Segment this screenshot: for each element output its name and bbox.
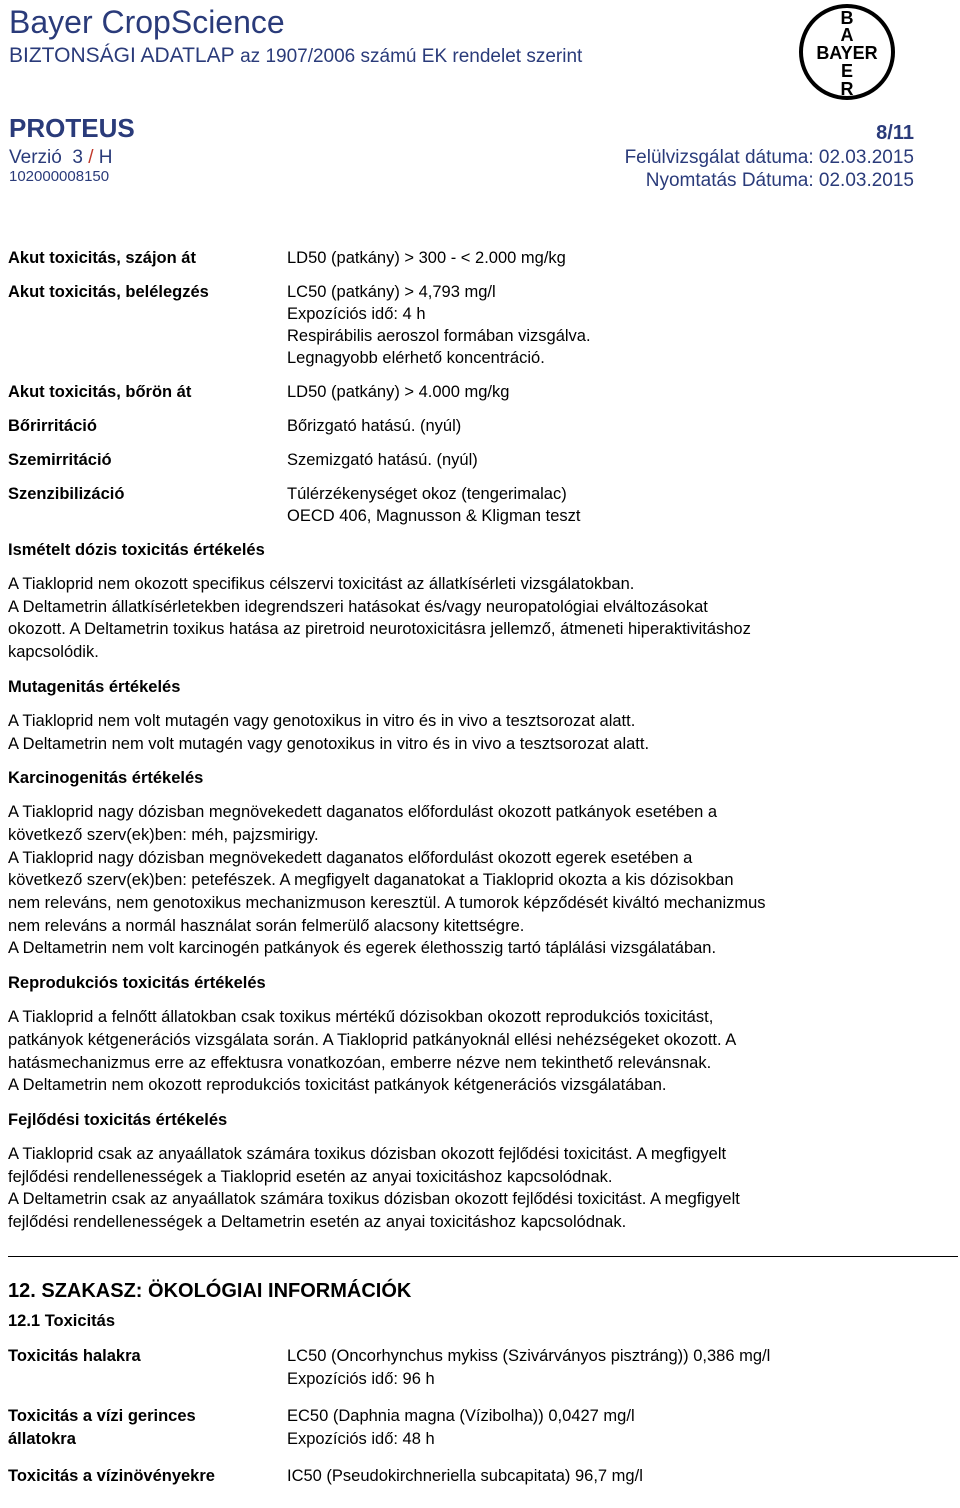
section-paragraph (8, 1143, 952, 1234)
tox-value-line: Szemizgató hatású. (nyúl) (287, 451, 478, 469)
paragraph-line: kapcsolódik. (8, 643, 99, 662)
paragraph-line: A Deltametrin nem volt mutagén vagy genotoxikus in vitro és in vivo a tesztsorozat alatt. (8, 734, 650, 753)
toxicology-content (8, 247, 952, 1246)
logo-letter-a: A (840, 25, 854, 45)
tox-row-label: Akut toxicitás, szájon át (8, 249, 196, 267)
ecological-info-section (8, 1278, 952, 1502)
eco-toxicity-table (8, 1345, 952, 1488)
eco-tox-row (8, 1465, 952, 1488)
assessment-sections (8, 539, 952, 1234)
tox-row-value (287, 415, 952, 437)
eco-tox-label (8, 1465, 287, 1488)
version-minor: H (98, 147, 113, 168)
logo-letter-e: E (840, 61, 854, 81)
tox-row-value (287, 281, 952, 369)
tox-value-line: Legnagyobb elérhető koncentráció. (287, 349, 545, 367)
paragraph-line: következő szerv(ek)ben: méh, pajzsmirigy. (8, 825, 319, 844)
version-info (9, 147, 113, 169)
section-paragraph (8, 573, 952, 664)
tox-row-label: Akut toxicitás, bőrön át (8, 383, 192, 401)
tox-row-value (287, 483, 952, 527)
tox-row (8, 247, 952, 269)
section-heading: Fejlődési toxicitás értékelés (8, 1110, 228, 1129)
tox-value-line: OECD 406, Magnusson & Kligman teszt (287, 507, 581, 525)
eco-tox-label-line: Toxicitás halakra (8, 1347, 141, 1365)
document-number: 102000008150 (9, 168, 110, 185)
tox-row (8, 483, 952, 527)
eco-tox-value (287, 1345, 952, 1391)
tox-row-value (287, 247, 952, 269)
paragraph-line: fejlődési rendellenességek a Deltametrin esetén az anyai toxicitáshoz kapcsolódnak. (8, 1213, 627, 1232)
section-paragraph (8, 801, 952, 960)
paragraph-line: patkányok kétgenerációs vizsgálata során. A Tiakloprid patkányoknál ellési nehézségeket okozott. A (8, 1030, 737, 1049)
paragraph-line: okozott. A Deltametrin toxikus hatása az piretroid neurotoxicitásra jellemző, átmeneti hiperaktivitáshoz (8, 620, 751, 639)
tox-row-label: Akut toxicitás, belélegzés (8, 283, 209, 301)
revision-date: Felülvizsgálat dátuma: 02.03.2015 (624, 147, 914, 168)
eco-tox-value (287, 1465, 952, 1488)
tox-value-line: Túlérzékenységet okoz (tengerimalac) (287, 485, 567, 503)
tox-value-line: Bőrizgató hatású. (nyúl) (287, 417, 462, 435)
tox-row (8, 281, 952, 369)
eco-tox-value-line: EC50 (Daphnia magna (Vízibolha)) 0,0427 mg/l (287, 1407, 635, 1425)
tox-value-line: LD50 (patkány) > 4.000 mg/kg (287, 383, 510, 401)
section-heading: Mutagenitás értékelés (8, 677, 181, 696)
logo-word-bayer: BAYER (816, 43, 878, 63)
bayer-cross-logo (797, 2, 897, 102)
paragraph-line: fejlődési rendellenességek a Tiakloprid esetén az anyai toxicitáshoz kapcsolódnak. (8, 1167, 613, 1186)
tox-value-line: Respirábilis aeroszol formában vizsgálva. (287, 327, 591, 345)
tox-row-label: Bőrirritáció (8, 417, 97, 435)
eco-tox-value-line: LC50 (Oncorhynchus mykiss (Szivárványos pisztráng)) 0,386 mg/l (287, 1347, 771, 1365)
logo-letter-r: R (840, 79, 854, 99)
paragraph-line: nem releváns a normál használat során felmerülő alacsony kitettségre. (8, 916, 525, 935)
eco-tox-value-line: IC50 (Pseudokirchneriella subcapitata) 96,7 mg/l (287, 1467, 643, 1485)
section-heading: Ismételt dózis toxicitás értékelés (8, 541, 265, 559)
eco-tox-value-line: Expozíciós idő: 48 h (287, 1430, 435, 1448)
tox-row-value (287, 381, 952, 403)
doc-type-label: BIZTONSÁGI ADATLAP (9, 44, 235, 67)
acute-toxicity-table (8, 247, 952, 527)
eco-tox-label-line: állatokra (8, 1430, 76, 1448)
paragraph-line: A Tiakloprid csak az anyaállatok számára toxikus dózisban okozott fejlődési toxicitást. A megfigyelt (8, 1144, 727, 1163)
section-heading: Reprodukciós toxicitás értékelés (8, 974, 266, 993)
document-type (9, 44, 582, 68)
tox-value-line: LC50 (patkány) > 4,793 mg/l (287, 283, 496, 301)
page-number: 8/11 (876, 122, 914, 144)
eco-tox-value (287, 1405, 952, 1451)
product-name: PROTEUS (9, 113, 135, 143)
section-divider (8, 1256, 958, 1257)
paragraph-line: hatásmechanizmus erre az effektusra vonatkozóan, emberre nézve nem tekinthető relevánsnak. (8, 1053, 712, 1072)
eco-tox-label (8, 1405, 287, 1451)
tox-row (8, 381, 952, 403)
paragraph-line: A Tiakloprid nem okozott specifikus célszervi toxicitást az állatkísérleti vizsgálatokban. (8, 575, 635, 593)
eco-tox-label-line: Toxicitás a vízi gerinces (8, 1407, 196, 1425)
logo-letter-b: B (840, 8, 854, 28)
section-12-1-subtitle: 12.1 Toxicitás (8, 1312, 116, 1330)
eco-tox-row (8, 1405, 952, 1451)
eco-tox-label (8, 1345, 287, 1391)
paragraph-line: következő szerv(ek)ben: petefészek. A megfigyelt daganatokat a Tiakloprid okozta a kis dózisokban (8, 871, 734, 890)
print-date: Nyomtatás Dátuma: 02.03.2015 (645, 170, 914, 191)
paragraph-line: A Deltametrin állatkísérletekben idegrendszeri hatásokat és/vagy neuropatológiai elváltozásokat (8, 597, 708, 616)
section-paragraph (8, 1006, 952, 1097)
tox-row-label: Szenzibilizáció (8, 485, 125, 503)
paragraph-line: A Tiakloprid nagy dózisban megnövekedett daganatos előfordulást okozott egerek esetében a (8, 848, 693, 867)
paragraph-line: A Tiakloprid nem volt mutagén vagy genotoxikus in vitro és in vivo a tesztsorozat alatt. (8, 711, 636, 730)
version-separator: / (88, 147, 94, 168)
tox-value-line: LD50 (patkány) > 300 - < 2.000 mg/kg (287, 249, 566, 267)
paragraph-line: A Tiakloprid a felnőtt állatokban csak toxikus mértékű dózisokban okozott reprodukciós toxicitást, (8, 1008, 714, 1027)
regulation-text: az 1907/2006 számú EK rendelet szerint (240, 46, 583, 67)
tox-row (8, 449, 952, 471)
tox-row (8, 415, 952, 437)
version-major: 3 (72, 147, 83, 168)
paragraph-line: A Deltametrin csak az anyaállatok számára toxikus dózisban okozott fejlődési toxicitást. A megfigyelt (8, 1190, 740, 1209)
paragraph-line: A Deltametrin nem volt karcinogén patkányok és egerek élethosszig tartó táplálási vizsgálatában. (8, 939, 717, 958)
company-name: Bayer CropScience (9, 4, 285, 40)
tox-value-line: Expozíciós idő: 4 h (287, 305, 426, 323)
section-12-title: 12. SZAKASZ: ÖKOLÓGIAI INFORMÁCIÓK (8, 1280, 412, 1302)
version-label: Verzió (9, 147, 62, 168)
eco-tox-row (8, 1345, 952, 1391)
eco-tox-value-line: Expozíciós idő: 96 h (287, 1370, 435, 1388)
paragraph-line: A Deltametrin nem okozott reprodukciós toxicitást patkányok kétgenerációs vizsgálatában. (8, 1076, 667, 1095)
eco-tox-label-line: Toxicitás a vízinövényekre (8, 1467, 215, 1485)
paragraph-line: nem releváns, nem genotoxikus mechanizmuson keresztül. A tumorok képződését kiváltó mechanizmus (8, 894, 766, 913)
tox-row-label: Szemirritáció (8, 451, 112, 469)
section-heading: Karcinogenitás értékelés (8, 769, 204, 788)
section-paragraph (8, 710, 952, 755)
tox-row-value (287, 449, 952, 471)
paragraph-line: A Tiakloprid nagy dózisban megnövekedett daganatos előfordulást okozott patkányok esetében a (8, 803, 718, 822)
